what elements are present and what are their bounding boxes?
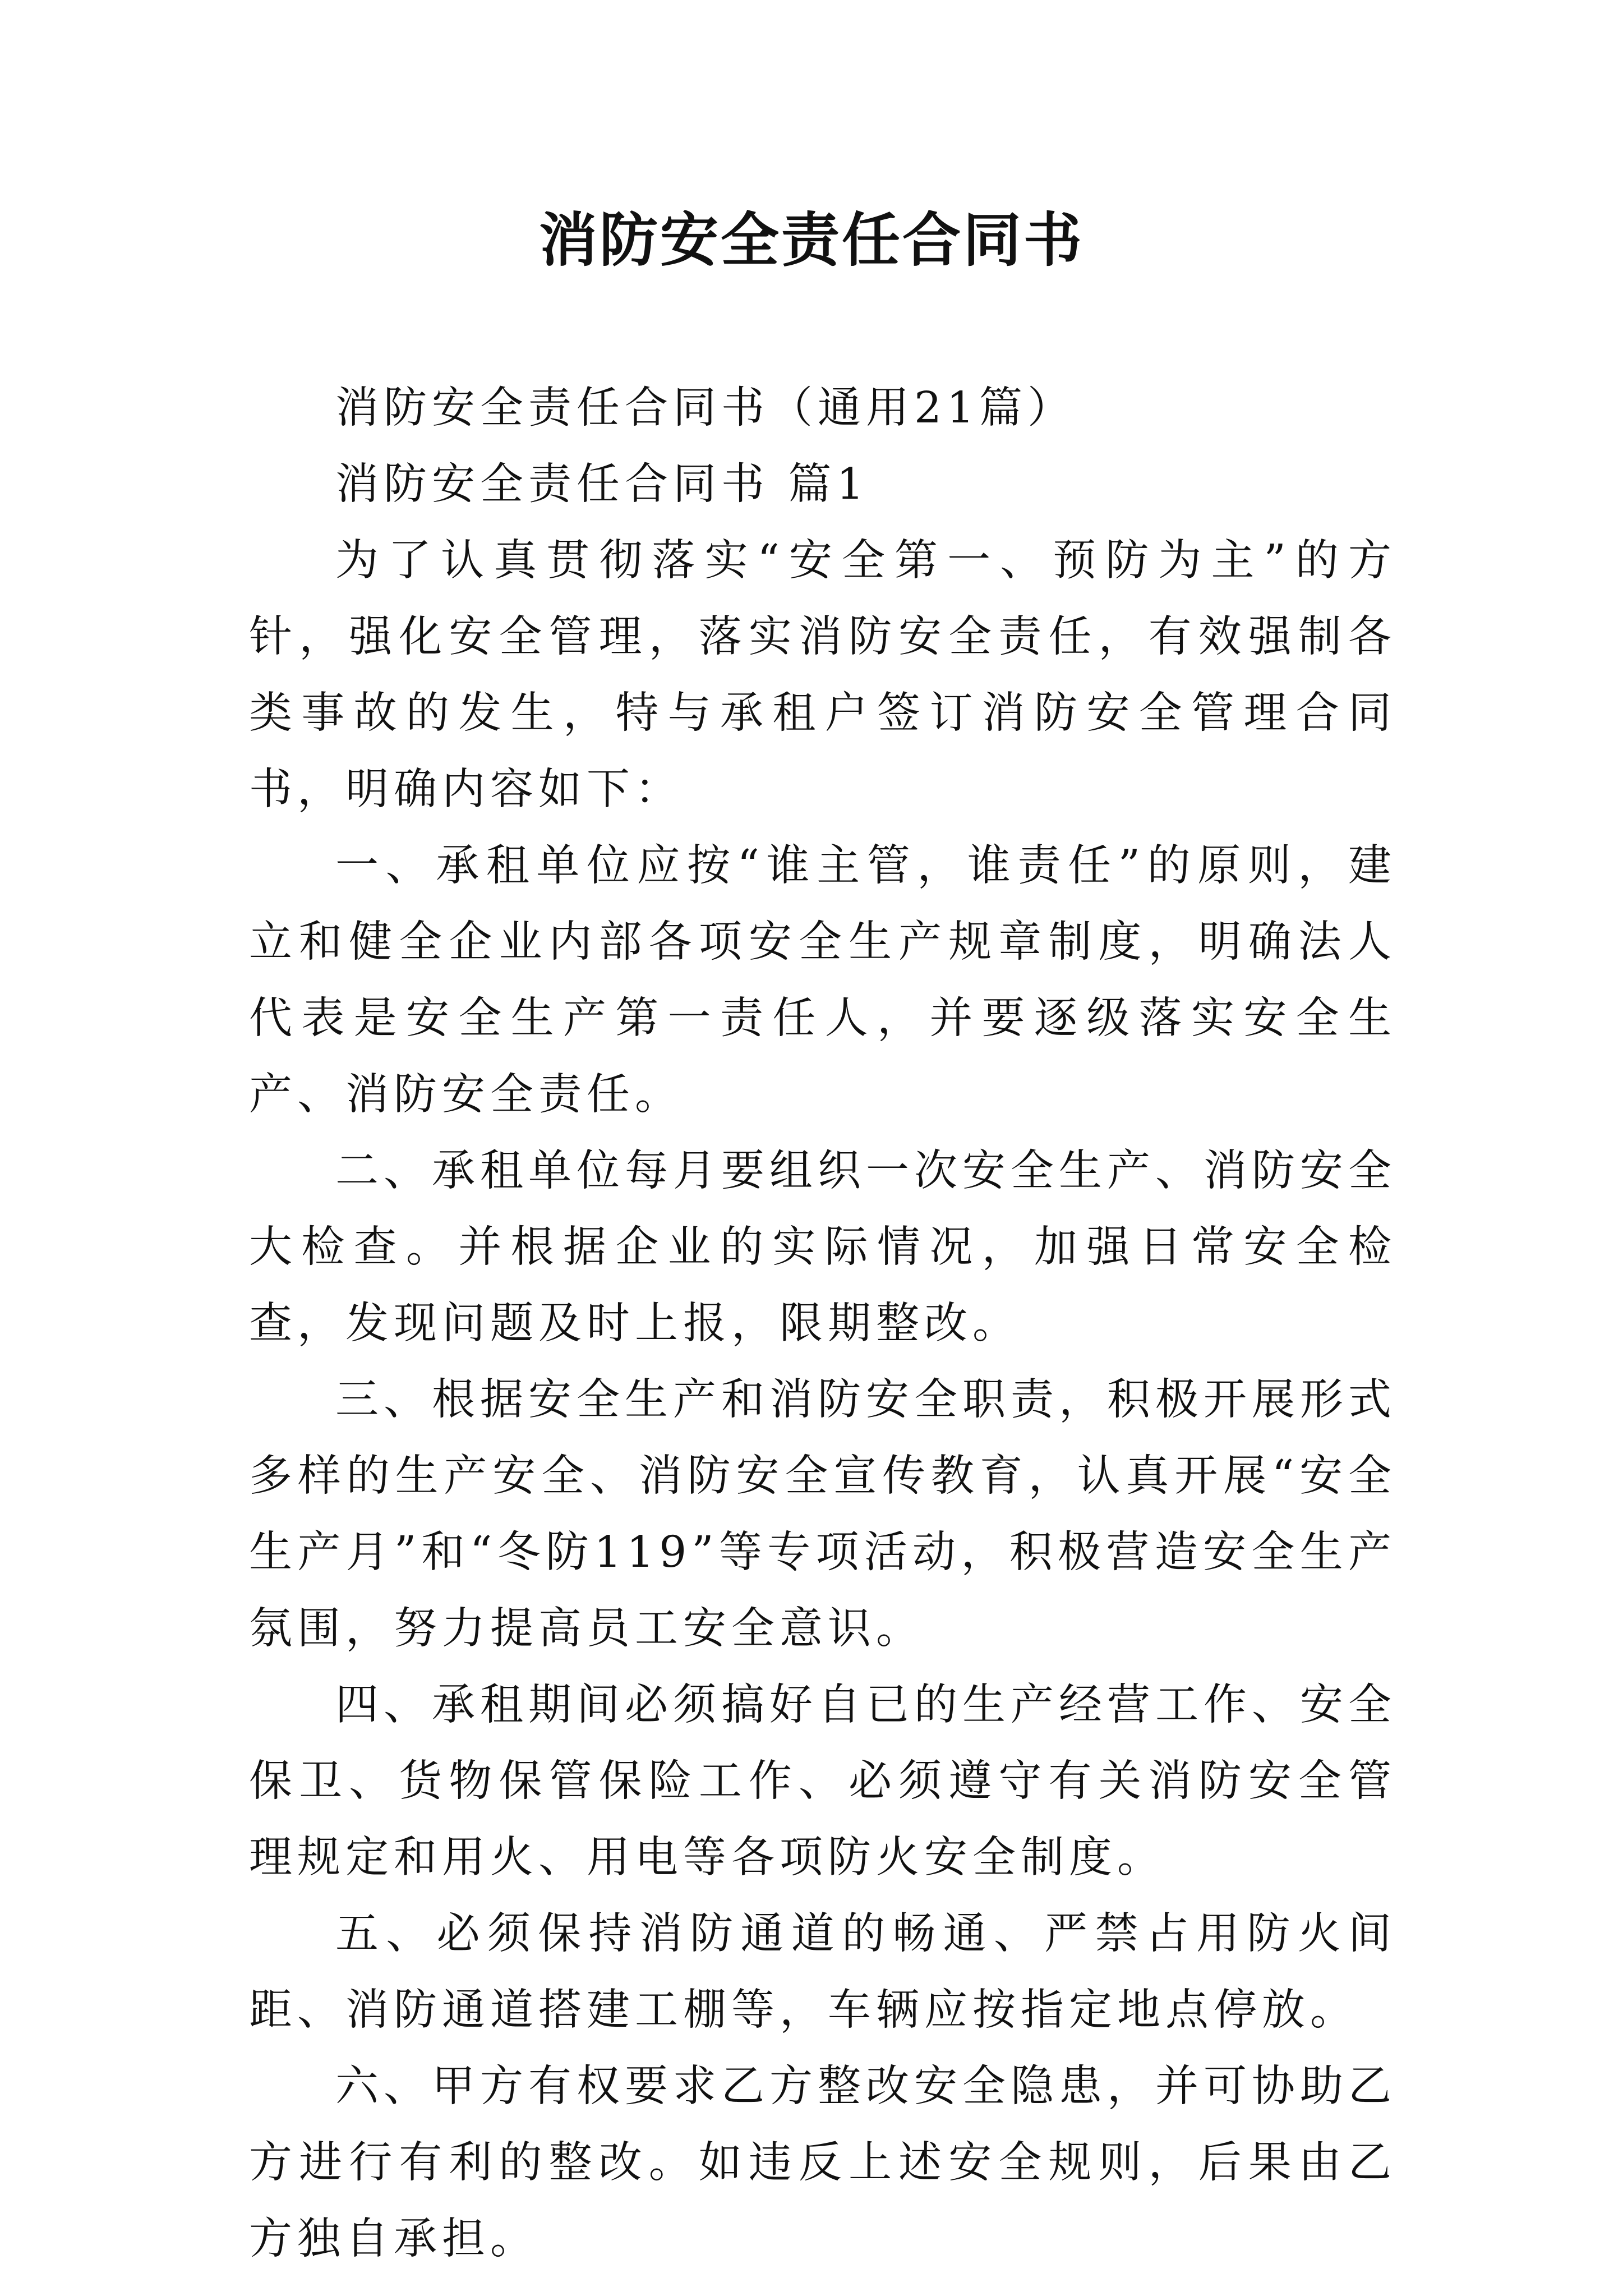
subtitle-collection: 消防安全责任合同书（通用21篇） <box>335 383 1076 433</box>
intro-paragraph: 为了认真贯彻落实“安全第一、预防为主”的方针，强化安全管理，落实消防安全责任，有效强制各类事故的发生，特与承租户签订消防安全管理合同书，明确内容如下： <box>249 536 1396 815</box>
clause-1-paragraph: 一、承租单位应按“谁主管，谁责任”的原则，建立和健全企业内部各项安全生产规章制度，明确法人代表是安全生产第一责任人，并要逐级落实安全生产、消防安全责任。 <box>249 841 1396 1120</box>
document-body <box>249 370 1396 2277</box>
clause-2-paragraph: 二、承租单位每月要组织一次安全生产、消防安全大检查。并根据企业的实际情况，加强日常安全检查，发现问题及时上报，限期整改。 <box>249 1146 1396 1349</box>
clause-5-paragraph: 五、必须保持消防通道的畅通、严禁占用防火间距、消防通道搭建工棚等，车辆应按指定地点停放。 <box>249 1909 1396 2035</box>
section-heading-part-1: 消防安全责任合同书 篇1 <box>335 459 869 509</box>
document-title: 消防安全责任合同书 <box>538 205 1084 274</box>
clause-4-paragraph: 四、承租期间必须搞好自已的生产经营工作、安全保卫、货物保管保险工作、必须遵守有关消防安全管理规定和用火、用电等各项防火安全制度。 <box>249 1680 1396 1883</box>
clause-6-paragraph: 六、甲方有权要求乙方整改安全隐患，并可协助乙方进行有利的整改。如违反上述安全规则，后果由乙方独自承担。 <box>249 2062 1396 2264</box>
clause-3-paragraph: 三、根据安全生产和消防安全职责，积极开展形式多样的生产安全、消防安全宣传教育，认真开展“安全生产月”和“冬防119”等专项活动，积极营造安全生产氛围，努力提高员工安全意识。 <box>249 1375 1396 1654</box>
